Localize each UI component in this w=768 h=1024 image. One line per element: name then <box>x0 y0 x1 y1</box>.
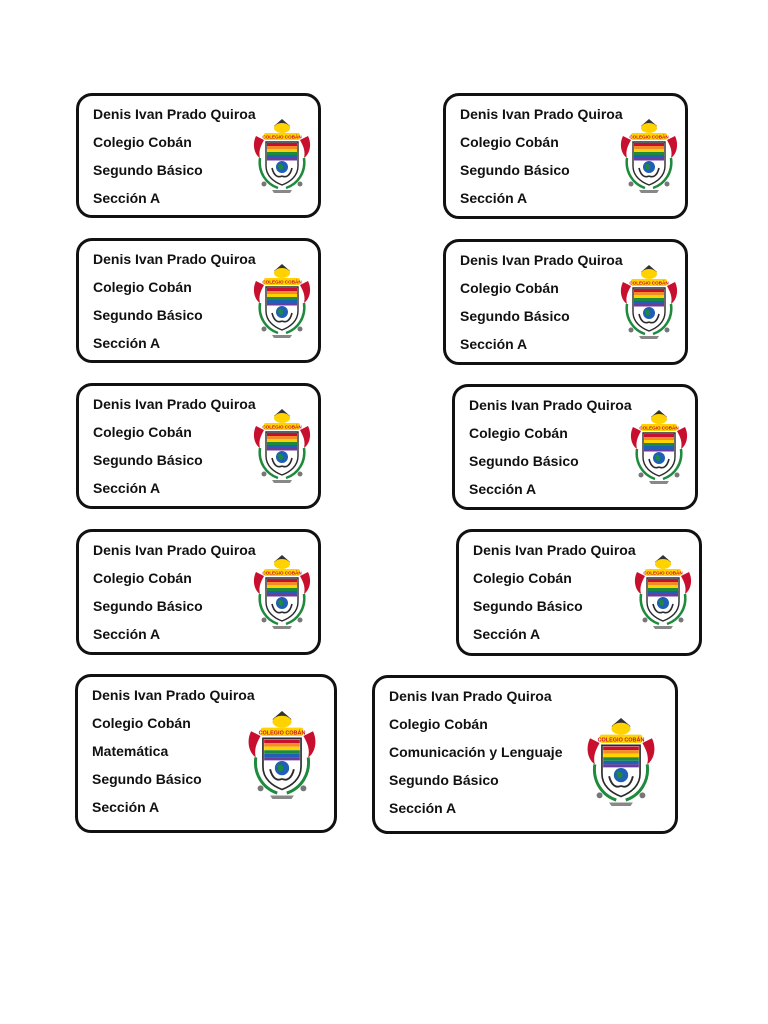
svg-text:COLEGIO COBÁN: COLEGIO COBÁN <box>262 134 302 140</box>
name-label-card <box>456 529 702 656</box>
label-line: Denis Ivan Prado Quiroa <box>93 542 256 558</box>
name-label-card <box>443 239 688 365</box>
svg-text:COLEGIO COBÁN: COLEGIO COBÁN <box>262 570 302 576</box>
svg-text:COLEGIO COBÁN: COLEGIO COBÁN <box>643 570 683 576</box>
svg-text:COLEGIO COBÁN: COLEGIO COBÁN <box>639 425 679 431</box>
school-crest-icon <box>583 712 659 812</box>
school-crest-icon <box>633 550 693 634</box>
school-crest-svg <box>252 259 312 343</box>
label-line: Denis Ivan Prado Quiroa <box>460 106 623 122</box>
svg-text:COLEGIO COBÁN: COLEGIO COBÁN <box>258 730 306 737</box>
school-crest-svg <box>244 705 320 805</box>
label-line: Segundo Básico <box>93 162 203 178</box>
name-label-card <box>452 384 698 510</box>
label-line: Colegio Cobán <box>93 134 192 150</box>
label-line: Denis Ivan Prado Quiroa <box>389 688 552 704</box>
school-crest-svg <box>252 114 312 198</box>
label-line: Colegio Cobán <box>469 425 568 441</box>
label-line: Denis Ivan Prado Quiroa <box>93 106 256 122</box>
label-text-block <box>93 251 256 363</box>
school-crest-svg <box>252 550 312 634</box>
label-line: Segundo Básico <box>473 598 583 614</box>
label-text-block <box>389 688 562 828</box>
school-crest-svg <box>619 114 679 198</box>
label-line: Sección A <box>473 626 541 642</box>
label-line: Colegio Cobán <box>460 134 559 150</box>
label-line: Denis Ivan Prado Quiroa <box>93 251 256 267</box>
label-line: Colegio Cobán <box>93 279 192 295</box>
label-text-block <box>93 542 256 654</box>
label-line: Colegio Cobán <box>389 716 488 732</box>
label-line: Colegio Cobán <box>473 570 572 586</box>
label-line: Sección A <box>93 335 161 351</box>
name-label-card <box>76 238 321 363</box>
label-line: Denis Ivan Prado Quiroa <box>469 397 632 413</box>
label-line: Sección A <box>389 800 457 816</box>
svg-text:COLEGIO COBÁN: COLEGIO COBÁN <box>629 134 669 140</box>
school-crest-svg <box>633 550 693 634</box>
school-crest-icon <box>252 259 312 343</box>
label-line: Matemática <box>92 743 169 759</box>
label-line: Segundo Básico <box>389 772 499 788</box>
label-line: Sección A <box>460 336 528 352</box>
label-text-block <box>460 106 623 218</box>
label-line: Segundo Básico <box>92 771 202 787</box>
label-line: Denis Ivan Prado Quiroa <box>473 542 636 558</box>
school-crest-icon <box>252 550 312 634</box>
name-label-card <box>443 93 688 219</box>
svg-text:COLEGIO COBÁN: COLEGIO COBÁN <box>597 737 645 744</box>
label-line: Colegio Cobán <box>93 570 192 586</box>
label-line: Sección A <box>92 799 160 815</box>
school-crest-icon <box>244 705 320 805</box>
label-line: Colegio Cobán <box>92 715 191 731</box>
school-crest-icon <box>629 405 689 489</box>
label-line: Sección A <box>460 190 528 206</box>
name-label-card <box>75 674 337 833</box>
label-line: Segundo Básico <box>93 307 203 323</box>
label-line: Segundo Básico <box>460 162 570 178</box>
label-line: Segundo Básico <box>93 452 203 468</box>
svg-text:COLEGIO COBÁN: COLEGIO COBÁN <box>262 279 302 285</box>
label-line: Denis Ivan Prado Quiroa <box>92 687 255 703</box>
label-line: Segundo Básico <box>469 453 579 469</box>
school-crest-icon <box>252 114 312 198</box>
label-line: Sección A <box>93 626 161 642</box>
label-line: Segundo Básico <box>93 598 203 614</box>
school-crest-icon <box>252 404 312 488</box>
school-crest-svg <box>583 712 659 812</box>
label-line: Segundo Básico <box>460 308 570 324</box>
school-crest-icon <box>619 260 679 344</box>
label-text-block <box>460 252 623 364</box>
label-text-block <box>93 396 256 508</box>
label-line: Colegio Cobán <box>93 424 192 440</box>
label-line: Sección A <box>93 190 161 206</box>
label-text-block <box>469 397 632 509</box>
svg-text:COLEGIO COBÁN: COLEGIO COBÁN <box>262 424 302 430</box>
school-crest-icon <box>619 114 679 198</box>
label-line: Sección A <box>469 481 537 497</box>
label-line: Comunicación y Lenguaje <box>389 744 563 760</box>
school-crest-svg <box>252 404 312 488</box>
name-label-card <box>372 675 678 834</box>
label-line: Denis Ivan Prado Quiroa <box>460 252 623 268</box>
school-crest-svg <box>629 405 689 489</box>
label-line: Sección A <box>93 480 161 496</box>
label-text-block <box>92 687 255 827</box>
name-label-card <box>76 383 321 509</box>
name-label-card <box>76 529 321 655</box>
name-label-card <box>76 93 321 218</box>
school-crest-svg <box>619 260 679 344</box>
svg-text:COLEGIO COBÁN: COLEGIO COBÁN <box>629 280 669 286</box>
label-line: Colegio Cobán <box>460 280 559 296</box>
label-text-block <box>93 106 256 218</box>
label-text-block <box>473 542 636 654</box>
label-line: Denis Ivan Prado Quiroa <box>93 396 256 412</box>
